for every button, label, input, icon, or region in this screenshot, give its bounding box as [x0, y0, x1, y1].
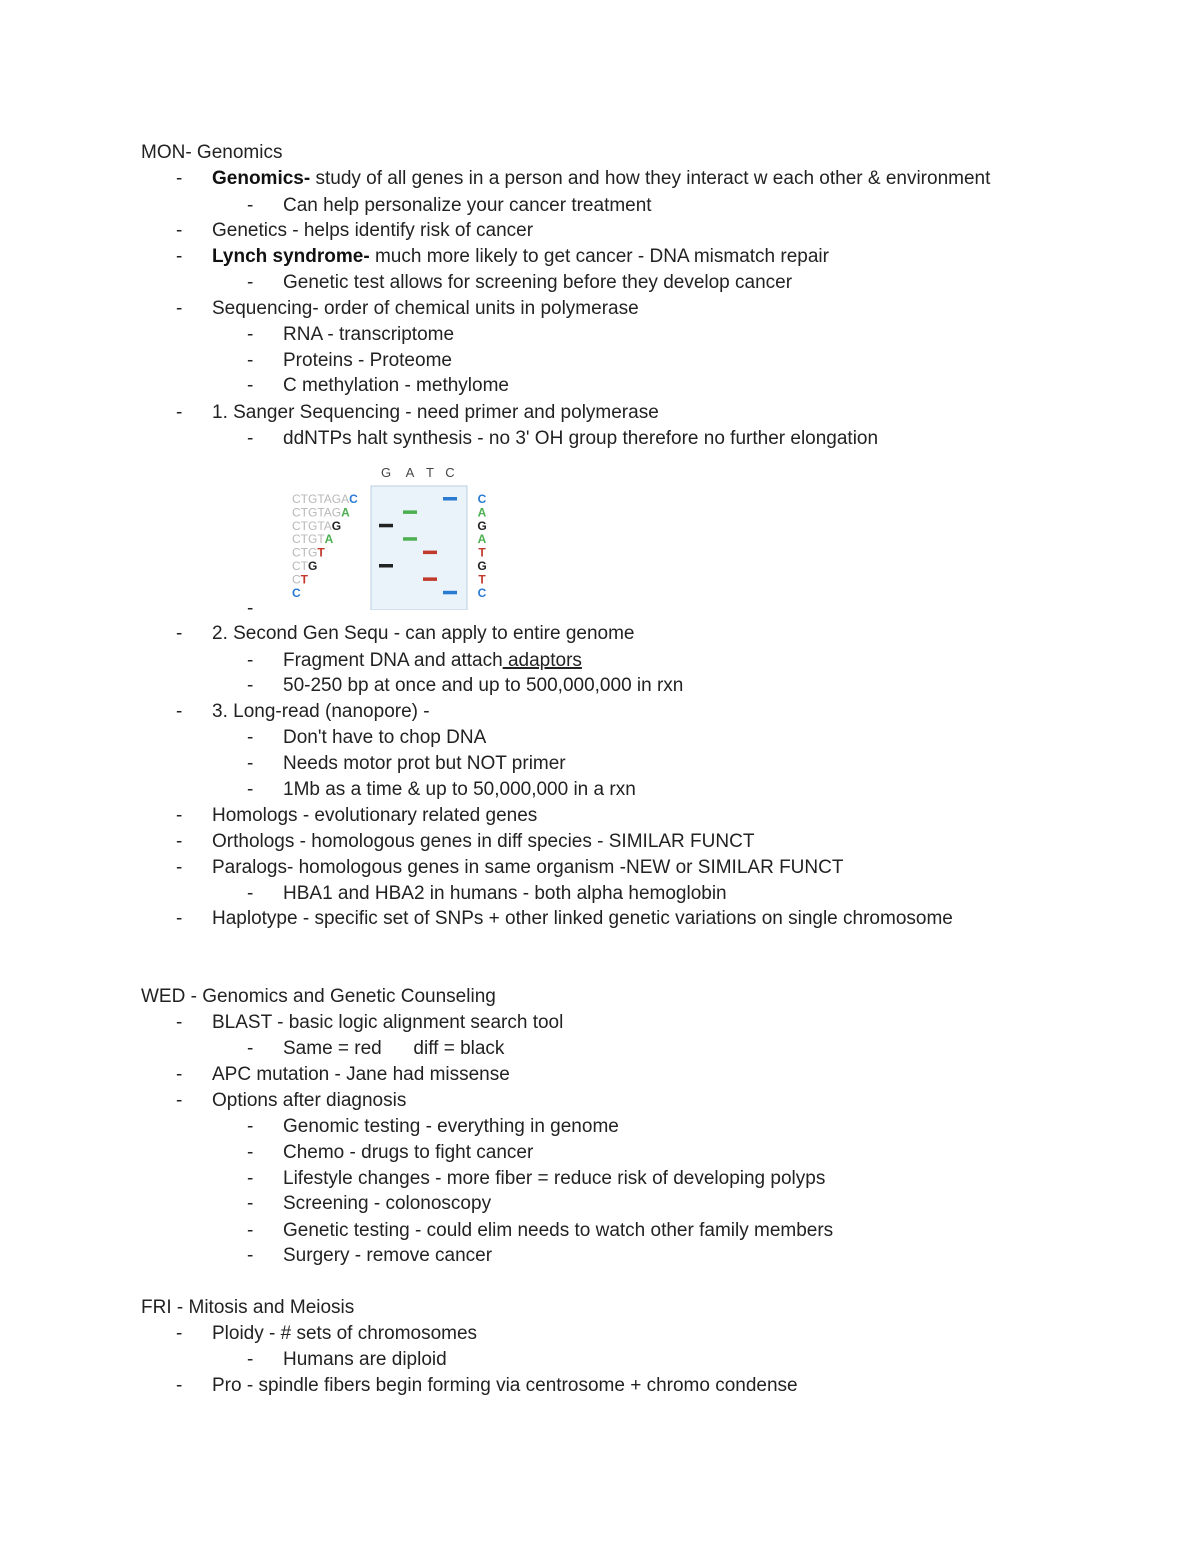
- bullet-dash: -: [247, 1168, 254, 1189]
- gel-band: [423, 551, 437, 555]
- list-item: Chemo - drugs to fight cancer: [283, 1142, 534, 1163]
- list-item: Paralogs- homologous genes in same organism -NEW or SIMILAR FUNCT: [212, 857, 844, 878]
- fragment-label: CTGTAGA: [292, 505, 350, 520]
- adaptors-underlined: adaptors: [502, 650, 582, 671]
- bullet-dash: -: [247, 428, 254, 449]
- list-item: Pro - spindle fibers begin forming via centrosome + chromo condense: [212, 1375, 798, 1396]
- list-item: Can help personalize your cancer treatment: [283, 195, 652, 216]
- bullet-dash: -: [247, 675, 254, 696]
- list-item: ddNTPs halt synthesis - no 3' OH group therefore no further elongation: [283, 428, 879, 449]
- bullet-dash: -: [247, 650, 254, 671]
- list-item: Humans are diploid: [283, 1349, 447, 1370]
- gel-band: [403, 537, 417, 541]
- read-sequence-base: T: [478, 572, 486, 587]
- list-item: Surgery - remove cancer: [283, 1245, 493, 1266]
- fragment-label: CTGTA: [292, 532, 334, 547]
- bullet-dash: -: [247, 1193, 254, 1214]
- bullet-dash: -: [176, 246, 183, 267]
- list-item: Orthologs - homologous genes in diff species - SIMILAR FUNCT: [212, 831, 755, 852]
- read-sequence-base: A: [477, 532, 487, 547]
- list-item: Lifestyle changes - more fiber = reduce risk of developing polyps: [283, 1168, 826, 1189]
- bullet-dash: -: [247, 727, 254, 748]
- bullet-dash: -: [176, 1090, 183, 1111]
- list-item: [283, 648, 582, 674]
- bullet-dash: -: [247, 883, 254, 904]
- gel-band: [403, 510, 417, 514]
- list-item: 1. Sanger Sequencing - need primer and polymerase: [212, 402, 659, 423]
- bullet-dash: -: [247, 1349, 254, 1370]
- fragment-label: C: [292, 585, 301, 600]
- bullet-dash: -: [247, 350, 254, 371]
- bullet-dash: -: [176, 805, 183, 826]
- list-item: 50-250 bp at once and up to 500,000,000 in rxn: [283, 675, 684, 696]
- bullet-dash: -: [247, 1142, 254, 1163]
- list-item: Ploidy - # sets of chromosomes: [212, 1323, 478, 1344]
- read-sequence-base: C: [477, 585, 487, 600]
- bullet-dash: -: [176, 1064, 183, 1085]
- bullet-dash: -: [176, 831, 183, 852]
- list-item: Needs motor prot but NOT primer: [283, 753, 566, 774]
- bullet-dash: -: [176, 1375, 183, 1396]
- list-item: [212, 244, 829, 270]
- list-item: RNA - transcriptome: [283, 324, 455, 345]
- definition-genomics: study of all genes in a person and how they interact w each other & environment: [310, 168, 991, 189]
- bullet-dash: -: [176, 857, 183, 878]
- gel-band: [443, 497, 457, 501]
- list-item: BLAST - basic logic alignment search tool: [212, 1012, 564, 1033]
- gel-band: [423, 577, 437, 581]
- read-sequence-base: C: [477, 492, 487, 506]
- fragment-label: CTGTAG: [292, 518, 342, 533]
- gel-lane-label: A: [405, 465, 415, 480]
- list-item: HBA1 and HBA2 in humans - both alpha hemoglobin: [283, 883, 727, 904]
- list-item: 1Mb as a time & up to 50,000,000 in a rxn: [283, 779, 636, 800]
- gel-lane-label: C: [445, 465, 455, 480]
- gel-lane-label: T: [426, 465, 434, 480]
- section-heading-wed: WED - Genomics and Genetic Counseling: [141, 986, 496, 1007]
- list-item: Haplotype - specific set of SNPs + other linked genetic variations on single chromosome: [212, 908, 953, 929]
- bullet-dash: -: [176, 1323, 183, 1344]
- read-sequence-base: T: [478, 545, 486, 560]
- list-item: Homologs - evolutionary related genes: [212, 805, 538, 826]
- list-item: APC mutation - Jane had missense: [212, 1064, 510, 1085]
- bullet-dash: -: [247, 195, 254, 216]
- bullet-dash: -: [247, 324, 254, 345]
- list-item: Don't have to chop DNA: [283, 727, 487, 748]
- gel-band: [379, 564, 393, 568]
- list-item: Genetic testing - could elim needs to watch other family members: [283, 1220, 834, 1241]
- bullet-dash: -: [247, 1220, 254, 1241]
- bullet-dash: -: [247, 753, 254, 774]
- bullet-dash: -: [247, 375, 254, 396]
- term-lynch: Lynch syndrome-: [212, 246, 370, 267]
- list-item: 3. Long-read (nanopore) -: [212, 701, 430, 722]
- bullet-dash: -: [247, 272, 254, 293]
- fragment-label: CTG: [292, 559, 318, 573]
- bullet-dash: -: [176, 220, 183, 241]
- bullet-dash: -: [247, 1245, 254, 1266]
- list-item: Genomic testing - everything in genome: [283, 1116, 619, 1137]
- bullet-dash: -: [247, 1116, 254, 1137]
- fragment-text: Fragment DNA and attach: [283, 650, 503, 671]
- sanger-gel-diagram: [286, 460, 498, 610]
- read-sequence-base: G: [477, 518, 487, 533]
- bullet-dash: -: [176, 623, 183, 644]
- fragment-label: CT: [292, 572, 309, 587]
- read-sequence-base: A: [477, 505, 487, 520]
- bullet-dash: -: [176, 908, 183, 929]
- bullet-dash: -: [176, 168, 183, 189]
- list-item: Options after diagnosis: [212, 1090, 407, 1111]
- list-item: Proteins - Proteome: [283, 350, 452, 371]
- bullet-dash: -: [176, 701, 183, 722]
- term-genomics: Genomics-: [212, 168, 311, 189]
- gel-band: [379, 524, 393, 528]
- list-item: [212, 166, 990, 192]
- list-item: 2. Second Gen Sequ - can apply to entire genome: [212, 623, 635, 644]
- fragment-label: CTGT: [292, 545, 325, 560]
- section-heading-fri: FRI - Mitosis and Meiosis: [141, 1297, 355, 1318]
- list-item: Sequencing- order of chemical units in polymerase: [212, 298, 639, 319]
- list-item: Screening - colonoscopy: [283, 1193, 492, 1214]
- section-heading-mon: MON- Genomics: [141, 142, 283, 163]
- bullet-dash: -: [176, 1012, 183, 1033]
- definition-lynch: much more likely to get cancer - DNA mismatch repair: [369, 246, 829, 267]
- gel-band: [443, 591, 457, 595]
- bullet-dash: -: [176, 402, 183, 423]
- list-item: Genetic test allows for screening before they develop cancer: [283, 272, 793, 293]
- list-item: C methylation - methylome: [283, 375, 509, 396]
- list-item: Genetics - helps identify risk of cancer: [212, 220, 534, 241]
- bullet-dash: -: [247, 779, 254, 800]
- list-item: Same = red diff = black: [283, 1038, 505, 1059]
- gel-lane-label: G: [380, 465, 392, 480]
- bullet-dash: -: [176, 298, 183, 319]
- bullet-dash: -: [247, 1038, 254, 1059]
- bullet-dash: -: [247, 598, 254, 619]
- read-sequence-base: G: [477, 559, 487, 573]
- fragment-label: CTGTAGAC: [292, 492, 358, 506]
